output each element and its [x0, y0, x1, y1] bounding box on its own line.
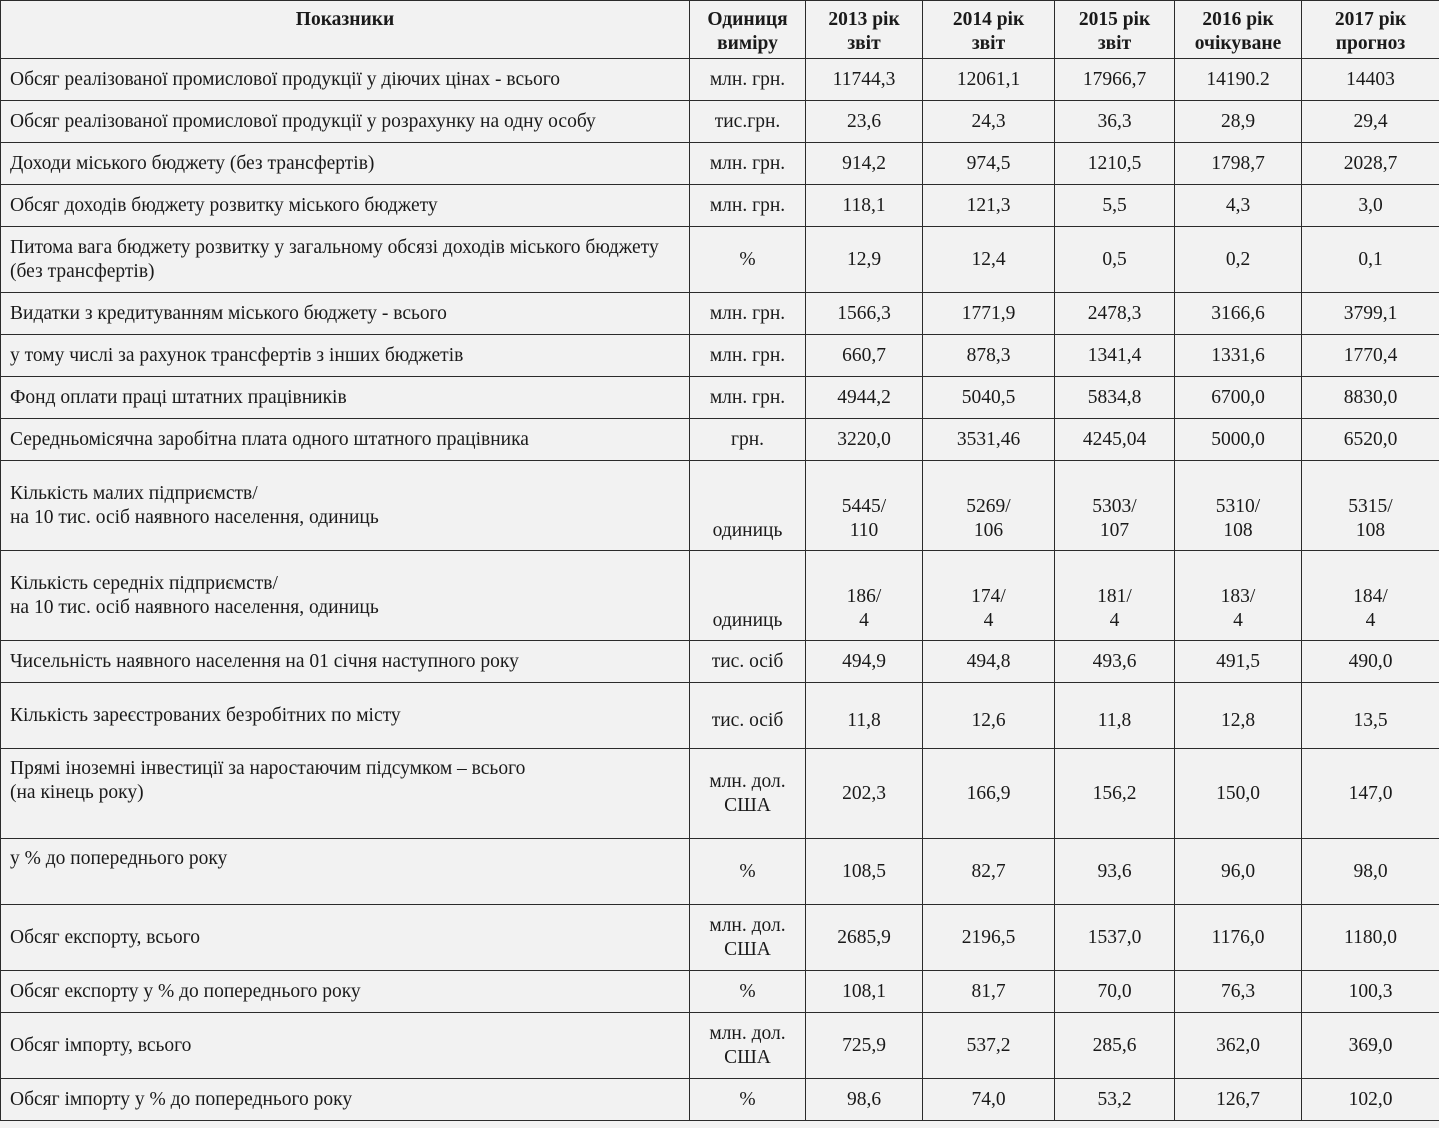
- value-2017: 2028,7: [1302, 143, 1439, 185]
- value-2015: 285,6: [1055, 1013, 1175, 1079]
- table-row: [1, 293, 1439, 335]
- unit-cell: грн.: [690, 419, 806, 461]
- value-2016: 1798,7: [1175, 143, 1302, 185]
- indicator-label: Обсяг експорту, всього: [1, 905, 690, 971]
- value-2015: 11,8: [1055, 683, 1175, 749]
- value-2014: 12,6: [923, 683, 1055, 749]
- value-2017: 184/ 4: [1302, 551, 1439, 641]
- value-2017: 14403: [1302, 59, 1439, 101]
- table-row: [1, 335, 1439, 377]
- value-2015: 1341,4: [1055, 335, 1175, 377]
- value-2017: 147,0: [1302, 749, 1439, 839]
- unit-cell: %: [690, 839, 806, 905]
- header-unit: Одиниця виміру: [690, 1, 806, 59]
- header-2014: 2014 рік звіт: [923, 1, 1055, 59]
- value-2016: 362,0: [1175, 1013, 1302, 1079]
- unit-cell: млн. грн.: [690, 293, 806, 335]
- unit-cell: млн. грн.: [690, 143, 806, 185]
- value-2015: 5,5: [1055, 185, 1175, 227]
- header-2013: 2013 рік звіт: [806, 1, 923, 59]
- indicator-label: Питома вага бюджету розвитку у загальному обсязі доходів міського бюджету (без трансфертів): [1, 227, 690, 293]
- value-2013: 914,2: [806, 143, 923, 185]
- value-2017: 8830,0: [1302, 377, 1439, 419]
- table-row: [1, 101, 1439, 143]
- value-2015: 5834,8: [1055, 377, 1175, 419]
- indicator-label: Кількість малих підприємств/ на 10 тис. осіб наявного населення, одиниць: [1, 461, 690, 551]
- value-2016: 96,0: [1175, 839, 1302, 905]
- value-2014: 174/ 4: [923, 551, 1055, 641]
- value-2013: 725,9: [806, 1013, 923, 1079]
- value-2014: 81,7: [923, 971, 1055, 1013]
- value-2015: 181/ 4: [1055, 551, 1175, 641]
- value-2016: 76,3: [1175, 971, 1302, 1013]
- value-2015: 93,6: [1055, 839, 1175, 905]
- value-2016: 183/ 4: [1175, 551, 1302, 641]
- table-header: [1, 1, 1439, 59]
- indicator-label: Видатки з кредитуванням міського бюджету - всього: [1, 293, 690, 335]
- value-2017: 0,1: [1302, 227, 1439, 293]
- value-2015: 156,2: [1055, 749, 1175, 839]
- value-2016: 5000,0: [1175, 419, 1302, 461]
- value-2015: 5303/ 107: [1055, 461, 1175, 551]
- value-2015: 1537,0: [1055, 905, 1175, 971]
- table-row: [1, 377, 1439, 419]
- value-2013: 118,1: [806, 185, 923, 227]
- value-2013: 4944,2: [806, 377, 923, 419]
- value-2014: 878,3: [923, 335, 1055, 377]
- value-2013: 494,9: [806, 641, 923, 683]
- indicator-label: Обсяг реалізованої промислової продукції у діючих цінах - всього: [1, 59, 690, 101]
- unit-cell: млн. грн.: [690, 59, 806, 101]
- unit-cell: %: [690, 971, 806, 1013]
- header-2015: 2015 рік звіт: [1055, 1, 1175, 59]
- value-2013: 108,5: [806, 839, 923, 905]
- indicator-label: Кількість зареєстрованих безробітних по місту: [1, 683, 690, 749]
- unit-cell: млн. грн.: [690, 377, 806, 419]
- value-2013: 660,7: [806, 335, 923, 377]
- unit-cell: %: [690, 227, 806, 293]
- value-2017: 5315/ 108: [1302, 461, 1439, 551]
- value-2015: 70,0: [1055, 971, 1175, 1013]
- value-2016: 150,0: [1175, 749, 1302, 839]
- value-2014: 12061,1: [923, 59, 1055, 101]
- value-2017: 100,3: [1302, 971, 1439, 1013]
- value-2016: 5310/ 108: [1175, 461, 1302, 551]
- value-2017: 1180,0: [1302, 905, 1439, 971]
- value-2016: 1176,0: [1175, 905, 1302, 971]
- value-2013: 5445/ 110: [806, 461, 923, 551]
- value-2014: 974,5: [923, 143, 1055, 185]
- value-2013: 202,3: [806, 749, 923, 839]
- table-row: [1, 971, 1439, 1013]
- table-row: [1, 143, 1439, 185]
- table-body: [1, 59, 1439, 1121]
- table-row: [1, 551, 1439, 641]
- value-2014: 24,3: [923, 101, 1055, 143]
- value-2017: 3,0: [1302, 185, 1439, 227]
- indicator-label: у тому числі за рахунок трансфертів з інших бюджетів: [1, 335, 690, 377]
- table-row: [1, 1079, 1439, 1121]
- value-2016: 28,9: [1175, 101, 1302, 143]
- indicator-label: Обсяг реалізованої промислової продукції у розрахунку на одну особу: [1, 101, 690, 143]
- unit-cell: млн. дол. США: [690, 749, 806, 839]
- value-2017: 6520,0: [1302, 419, 1439, 461]
- value-2013: 11744,3: [806, 59, 923, 101]
- table-row: [1, 641, 1439, 683]
- table-row: [1, 59, 1439, 101]
- value-2016: 491,5: [1175, 641, 1302, 683]
- unit-cell: млн. дол. США: [690, 905, 806, 971]
- value-2015: 0,5: [1055, 227, 1175, 293]
- value-2017: 98,0: [1302, 839, 1439, 905]
- indicator-label: Доходи міського бюджету (без трансфертів): [1, 143, 690, 185]
- value-2016: 126,7: [1175, 1079, 1302, 1121]
- value-2015: 1210,5: [1055, 143, 1175, 185]
- table-row: [1, 683, 1439, 749]
- value-2014: 121,3: [923, 185, 1055, 227]
- unit-cell: млн. грн.: [690, 335, 806, 377]
- value-2017: 369,0: [1302, 1013, 1439, 1079]
- value-2014: 5040,5: [923, 377, 1055, 419]
- value-2017: 102,0: [1302, 1079, 1439, 1121]
- indicator-label: Чисельність наявного населення на 01 січня наступного року: [1, 641, 690, 683]
- value-2016: 4,3: [1175, 185, 1302, 227]
- value-2014: 494,8: [923, 641, 1055, 683]
- indicator-label: Обсяг експорту у % до попереднього року: [1, 971, 690, 1013]
- indicator-label: у % до попереднього року: [1, 839, 690, 905]
- table-row: [1, 1013, 1439, 1079]
- unit-cell: %: [690, 1079, 806, 1121]
- value-2015: 4245,04: [1055, 419, 1175, 461]
- indicator-label: Середньомісячна заробітна плата одного штатного працівника: [1, 419, 690, 461]
- value-2014: 2196,5: [923, 905, 1055, 971]
- value-2014: 3531,46: [923, 419, 1055, 461]
- value-2013: 12,9: [806, 227, 923, 293]
- unit-cell: тис.грн.: [690, 101, 806, 143]
- value-2013: 1566,3: [806, 293, 923, 335]
- table-row: [1, 185, 1439, 227]
- value-2013: 98,6: [806, 1079, 923, 1121]
- table-row: [1, 419, 1439, 461]
- value-2014: 74,0: [923, 1079, 1055, 1121]
- value-2016: 3166,6: [1175, 293, 1302, 335]
- value-2016: 0,2: [1175, 227, 1302, 293]
- unit-cell: тис. осіб: [690, 641, 806, 683]
- value-2017: 3799,1: [1302, 293, 1439, 335]
- value-2015: 2478,3: [1055, 293, 1175, 335]
- header-indicator: Показники: [1, 1, 690, 59]
- value-2014: 82,7: [923, 839, 1055, 905]
- value-2014: 12,4: [923, 227, 1055, 293]
- value-2015: 53,2: [1055, 1079, 1175, 1121]
- table-row: [1, 227, 1439, 293]
- value-2013: 3220,0: [806, 419, 923, 461]
- unit-cell: млн. грн.: [690, 185, 806, 227]
- table-row: [1, 839, 1439, 905]
- indicator-label: Обсяг імпорту, всього: [1, 1013, 690, 1079]
- value-2016: 12,8: [1175, 683, 1302, 749]
- table-row: [1, 749, 1439, 839]
- table-row: [1, 905, 1439, 971]
- value-2015: 36,3: [1055, 101, 1175, 143]
- value-2014: 5269/ 106: [923, 461, 1055, 551]
- indicator-label: Обсяг доходів бюджету розвитку міського бюджету: [1, 185, 690, 227]
- value-2014: 1771,9: [923, 293, 1055, 335]
- value-2016: 1331,6: [1175, 335, 1302, 377]
- indicator-label: Прямі іноземні інвестиції за наростаючим підсумком – всього (на кінець року): [1, 749, 690, 839]
- indicator-label: Фонд оплати праці штатних працівників: [1, 377, 690, 419]
- value-2017: 29,4: [1302, 101, 1439, 143]
- indicator-label: Кількість середніх підприємств/ на 10 тис. осіб наявного населення, одиниць: [1, 551, 690, 641]
- value-2016: 6700,0: [1175, 377, 1302, 419]
- unit-cell: млн. дол. США: [690, 1013, 806, 1079]
- value-2014: 166,9: [923, 749, 1055, 839]
- value-2013: 2685,9: [806, 905, 923, 971]
- value-2013: 23,6: [806, 101, 923, 143]
- unit-cell: тис. осіб: [690, 683, 806, 749]
- indicator-label: Обсяг імпорту у % до попереднього року: [1, 1079, 690, 1121]
- unit-cell: одиниць: [690, 551, 806, 641]
- value-2013: 186/ 4: [806, 551, 923, 641]
- header-2016: 2016 рік очікуване: [1175, 1, 1302, 59]
- value-2013: 108,1: [806, 971, 923, 1013]
- value-2014: 537,2: [923, 1013, 1055, 1079]
- value-2015: 17966,7: [1055, 59, 1175, 101]
- value-2013: 11,8: [806, 683, 923, 749]
- unit-cell: одиниць: [690, 461, 806, 551]
- value-2017: 1770,4: [1302, 335, 1439, 377]
- value-2017: 13,5: [1302, 683, 1439, 749]
- value-2016: 14190.2: [1175, 59, 1302, 101]
- value-2017: 490,0: [1302, 641, 1439, 683]
- header-2017: 2017 рік прогноз: [1302, 1, 1439, 59]
- value-2015: 493,6: [1055, 641, 1175, 683]
- table-row: [1, 461, 1439, 551]
